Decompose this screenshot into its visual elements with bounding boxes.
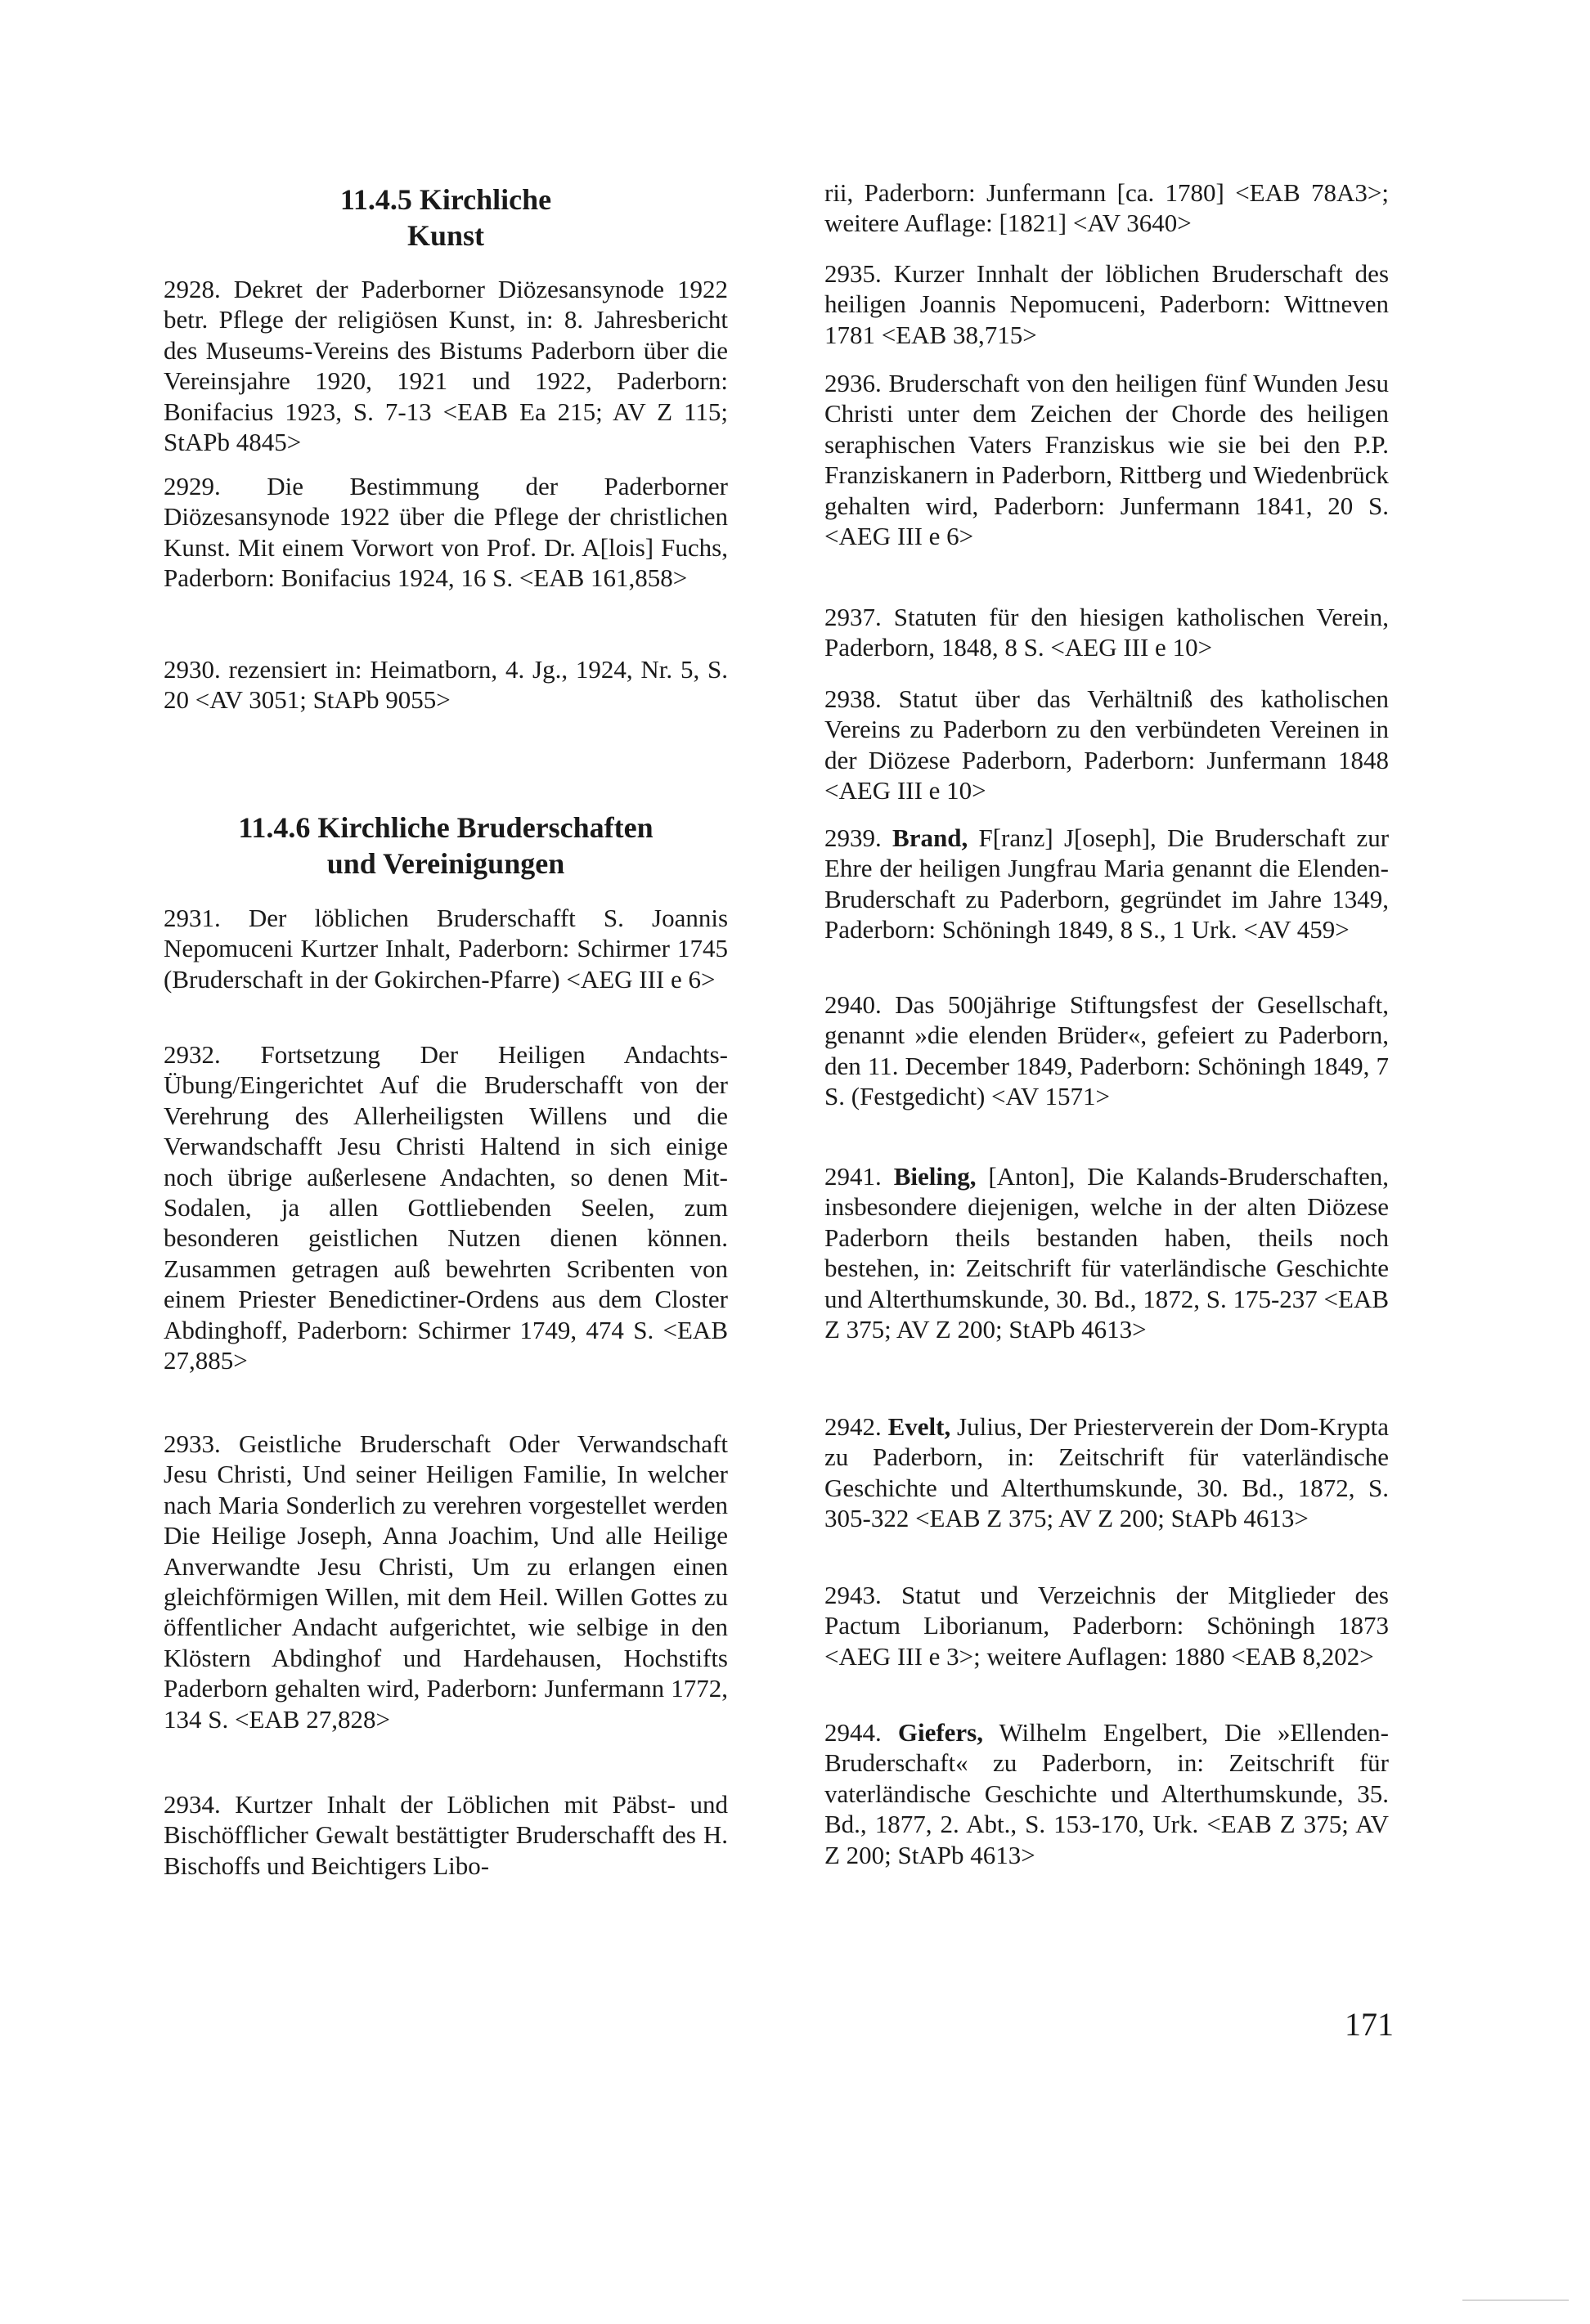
entry-2940 bbox=[824, 989, 1389, 1112]
entry-text: Das 500jährige Stiftungsfest der Gesellschaft, genannt »die elenden Brüder«, gefeiert zu Paderborn, den 11. December 1849, Paderborn: Schöningh 1849, 7 S. (Festgedicht) <AV 1571> bbox=[824, 990, 1389, 1111]
entry-2928 bbox=[164, 274, 728, 457]
scan-artifact bbox=[1462, 2299, 1569, 2301]
entry-number: 2931. bbox=[164, 904, 221, 932]
entry-number: 2944. bbox=[824, 1718, 882, 1747]
entry-2943 bbox=[824, 1580, 1389, 1671]
entry-author: Bieling, bbox=[893, 1162, 977, 1191]
entry-text: Geistliche Bruderschaft Oder Verwandschaft Jesu Christi, Und seiner Heiligen Familie, In welcher nach Maria Sonderlich zu verehren vorgestellet werden Die Heilige Joseph, Anna Joachim, Und alle Heilige Anverwandte Jesu Christi, Um zu erlangen einen gleichförmigen Willen, mit dem Heil. Willen Gottes zu öffentlicher Andacht aufgerichtet, wie selbige in den Klöstern Abdinghof und Hardehausen, Hochstifts Paderborn gehalten wird, Paderborn: Junfermann 1772, 134 S. <EAB 27,828> bbox=[164, 1429, 729, 1734]
entry-text: Statut über das Verhältniß des katholischen Vereins zu Paderborn zu den verbündeten Vereinen in der Diözese Paderborn, Paderborn: Junfermann 1848 <AEG III e 10> bbox=[824, 684, 1389, 805]
entry-number: 2928. bbox=[164, 275, 221, 303]
entry-text: Kurzer Innhalt der löblichen Bruderschaft des heiligen Joannis Nepomuceni, Paderborn: Wittneven 1781 <EAB 38,715> bbox=[824, 259, 1390, 349]
heading-line: Kunst bbox=[406, 219, 485, 252]
entry-2933 bbox=[164, 1429, 728, 1734]
entry-text: Bruderschaft von den heiligen fünf Wunden Jesu Christi unter dem Zeichen der Chorde des heiligen seraphischen Vaters Franziskus wie sie bei den P.P. Franziskanern in Paderborn, Rittberg und Wiedenbrück gehalten wird, Paderborn: Junfermann 1841, 20 S. <AEG III e 6> bbox=[824, 369, 1390, 551]
entry-number: 2936. bbox=[824, 369, 882, 397]
entry-2931 bbox=[164, 903, 728, 994]
entry-number: 2938. bbox=[824, 684, 882, 713]
entry-2938 bbox=[824, 684, 1389, 806]
entry-text: Julius, Der Priesterverein der Dom-Krypta zu Paderborn, in: Zeitschrift für vaterländische Geschichte und Alterthumskunde, 30. Bd., 1872, S. 305-322 <EAB Z 375; AV Z 200; StAPb 4613> bbox=[824, 1412, 1390, 1533]
heading-line: und Vereinigungen bbox=[326, 847, 565, 880]
entry-text: Fortsetzung Der Heiligen Andachts-Übung/Eingerichtet Auf die Bruderschafft von der Verehrung des Allerheiligsten Willens und die Verwandschafft Jesu Christi Haltend in sich einige noch übrige außerlesene Andachten, so denen Mit-Sodalen, ja allen Gottliebenden Seelen, zum besonderen geistlichen Nutzen dienen können. Zusammen getragen auß bewehrten Scribenten von einem Priester Benedictiner-Ordens aus dem Closter Abdinghoff, Paderborn: Schirmer 1749, 474 S. <EAB 27,885> bbox=[164, 1040, 729, 1375]
entry-2939 bbox=[824, 823, 1389, 945]
entry-2930 bbox=[164, 654, 728, 716]
entry-2944 bbox=[824, 1717, 1389, 1870]
entry-text: Wilhelm Engelbert, Die »Ellenden-Bruderschaft« zu Paderborn, in: Zeitschrift für vaterländische Geschichte und Alterthumskunde, 35. Bd., 1877, 2. Abt., S. 153-170, Urk. <EAB Z 375; AV Z 200; StAPb 4613> bbox=[824, 1718, 1390, 1869]
heading-line: 11.4.5 Kirchliche bbox=[339, 183, 552, 216]
page-number: 171 bbox=[1345, 2006, 1394, 2043]
entry-2937 bbox=[824, 602, 1389, 663]
section-heading-bruderschaften bbox=[164, 810, 728, 882]
entry-author: Brand, bbox=[892, 823, 968, 852]
entry-text: Statut und Verzeichnis der Mitglieder des Pactum Liborianum, Paderborn: Schöningh 1873 <AEG III e 3>; weitere Auflagen: 1880 <EAB 8,202> bbox=[824, 1581, 1389, 1671]
entry-number: 2929. bbox=[164, 472, 221, 500]
entry-text: rezensiert in: Heimatborn, 4. Jg., 1924, Nr. 5, S. 20 <AV 3051; StAPb 9055> bbox=[164, 655, 728, 715]
entry-number: 2943. bbox=[824, 1581, 882, 1609]
entry-number: 2933. bbox=[164, 1429, 221, 1458]
section-heading-kirchliche-kunst bbox=[164, 182, 728, 253]
entry-author: Evelt, bbox=[887, 1412, 951, 1441]
entry-2932 bbox=[164, 1039, 728, 1375]
entry-2942 bbox=[824, 1411, 1389, 1534]
entry-number: 2939. bbox=[824, 823, 882, 852]
entry-2941 bbox=[824, 1161, 1389, 1344]
entry-2935 bbox=[824, 258, 1389, 350]
entry-text: Kurtzer Inhalt der Löblichen mit Päbst- und Bischöfflicher Gewalt bestättigter Bruderschafft des H. Bischoffs und Beichtigers Libo- bbox=[164, 1790, 729, 1880]
entry-2934-continuation bbox=[824, 177, 1389, 239]
entry-text: Statuten für den hiesigen katholischen Verein, Paderborn, 1848, 8 S. <AEG III e 10> bbox=[824, 603, 1390, 662]
entry-text: Dekret der Paderborner Diözesansynode 1922 betr. Pflege der religiösen Kunst, in: 8. Jahresbericht des Museums-Vereins des Bistums Paderborn über die Vereinsjahre 1920, 1921 und 1922, Paderborn: Bonifacius 1923, S. 7-13 <EAB Ea 215; AV Z 115; StAPb 4845> bbox=[164, 275, 729, 457]
heading-line: 11.4.6 Kirchliche Bruderschaften bbox=[238, 811, 654, 844]
entry-text: [Anton], Die Kalands-Bruderschaften, insbesondere diejenigen, welche in der alten Diözese Paderborn theils bestanden haben, theils noch bestehen, in: Zeitschrift für vaterländische Geschichte und Alterthumskunde, 30. Bd., 1872, S. 175-237 <EAB Z 375; AV Z 200; StAPb 4613> bbox=[824, 1162, 1390, 1344]
entry-number: 2935. bbox=[824, 259, 882, 288]
entry-number: 2934. bbox=[164, 1790, 221, 1819]
entry-number: 2937. bbox=[824, 603, 882, 631]
entry-number: 2942. bbox=[824, 1412, 882, 1441]
entry-2934 bbox=[164, 1789, 728, 1881]
entry-2929 bbox=[164, 471, 728, 594]
entry-text: rii, Paderborn: Junfermann [ca. 1780] <EAB 78A3>; weitere Auflage: [1821] <AV 3640> bbox=[824, 178, 1389, 238]
entry-number: 2930. bbox=[164, 655, 221, 684]
entry-text: Die Bestimmung der Paderborner Diözesansynode 1922 über die Pflege der christlichen Kunst. Mit einem Vorwort von Prof. Dr. A[lois] Fuchs, Paderborn: Bonifacius 1924, 16 S. <EAB 161,858> bbox=[164, 472, 729, 593]
entry-number: 2941. bbox=[824, 1162, 882, 1191]
entry-number: 2932. bbox=[164, 1040, 221, 1069]
entry-2936 bbox=[824, 368, 1389, 551]
entry-number: 2940. bbox=[824, 990, 882, 1019]
entry-text: F[ranz] J[oseph], Die Bruderschaft zur Ehre der heiligen Jungfrau Maria genannt die Elenden-Bruderschaft zu Paderborn, gegründet im Jahre 1349, Paderborn: Schöningh 1849, 8 S., 1 Urk. <AV 459> bbox=[824, 823, 1390, 944]
entry-text: Der löblichen Bruderschafft S. Joannis Nepomuceni Kurtzer Inhalt, Paderborn: Schirmer 1745 (Bruderschaft in der Gokirchen-Pfarre) <AEG III e 6> bbox=[164, 904, 729, 994]
entry-author: Giefers, bbox=[897, 1718, 983, 1747]
